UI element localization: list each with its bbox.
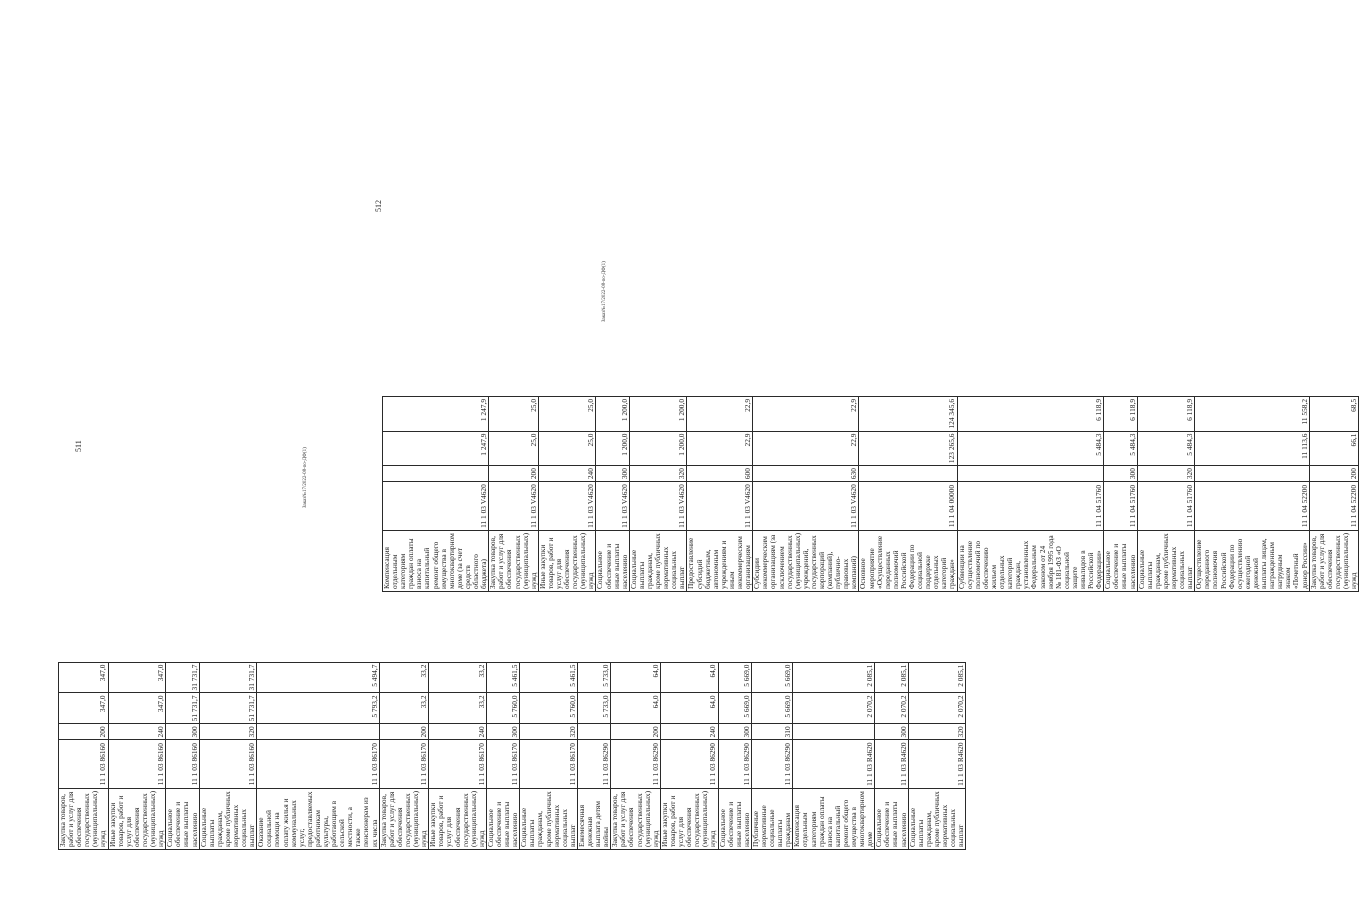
row-value-year1-cell: 5 733,0 (577, 693, 610, 724)
row-code-cell: 11 1 03 86170 (429, 740, 487, 788)
row-expense-type-cell: 200 (59, 724, 109, 740)
row-expense-type-cell: 200 (1309, 466, 1359, 482)
row-value-year1-cell: 33,2 (429, 693, 487, 724)
row-code-cell: 11 1 03 86160 (166, 740, 199, 788)
row-value-year1-cell: 22,9 (753, 431, 859, 466)
row-expense-type-cell: 320 (199, 724, 257, 740)
row-expense-type-cell: 310 (751, 724, 792, 740)
row-code-cell: 11 1 03 V4620 (489, 482, 539, 531)
row-code-cell: 11 1 03 86170 (520, 740, 578, 788)
row-value-year2-cell: 1 247,9 (383, 396, 489, 431)
row-code-cell: 11 1 03 V4620 (629, 482, 687, 531)
row-value-year1-cell: 5 760,0 (520, 693, 578, 724)
table-row (199, 662, 257, 849)
row-value-year2-cell: 5 669,0 (718, 662, 751, 693)
table-row (793, 662, 875, 849)
row-code-cell: 11 1 03 86290 (577, 740, 610, 788)
table-row (577, 662, 610, 849)
table-row (751, 662, 792, 849)
row-value-year1-cell: 64,0 (611, 693, 661, 724)
table-row (875, 662, 908, 849)
row-code-cell: 11 1 04 51760 (957, 482, 1104, 531)
table-row (718, 662, 751, 849)
table-row (859, 396, 957, 591)
row-name-cell: Социальное обеспечение и иные выплаты населению (486, 788, 519, 849)
row-value-year2-cell: 33,2 (379, 662, 429, 693)
table-row (660, 662, 718, 849)
row-expense-type-cell: 300 (486, 724, 519, 740)
table-row (687, 396, 753, 591)
row-name-cell: Социальное обеспечение и иные выплаты населению (596, 530, 629, 591)
row-name-cell: Социальные выплаты гражданам, кроме публичных нормативных социальных выплат (629, 530, 687, 591)
row-expense-type-cell: 300 (718, 724, 751, 740)
table-row (1309, 396, 1359, 591)
row-name-cell: Компенсация отдельным категориям граждан оплаты взноса на капитальный ремонт общего имущества в многоквартирном доме (за счет средств областного бюджета) (383, 530, 489, 591)
row-value-year1-cell: 123 265,6 (859, 431, 957, 466)
table-row (520, 662, 578, 849)
row-code-cell: 11 1 03 86290 (718, 740, 751, 788)
row-value-year1-cell: 5 669,0 (718, 693, 751, 724)
row-expense-type-cell: 240 (429, 724, 487, 740)
row-value-year1-cell: 51 731,7 (166, 693, 199, 724)
row-expense-type-cell: 320 (629, 466, 687, 482)
row-value-year1-cell: 5 793,2 (257, 693, 379, 724)
row-code-cell: 11 1 03 86170 (379, 740, 429, 788)
row-value-year2-cell: 2 085,1 (793, 662, 875, 693)
row-name-cell: Социальные выплаты гражданам, кроме публичных нормативных социальных выплат (520, 788, 578, 849)
row-value-year1-cell: 5 760,0 (486, 693, 519, 724)
row-value-year1-cell: 5 669,0 (751, 693, 792, 724)
row-value-year1-cell: 347,0 (59, 693, 109, 724)
table-row (486, 662, 519, 849)
row-value-year2-cell: 5 461,5 (486, 662, 519, 693)
row-value-year2-cell: 25,0 (538, 396, 596, 431)
row-name-cell: Осуществление переданного полномочия Российской Федерации по осуществлению ежегодной денежной выплаты лицам, награжденным нагрудным знаком «Почетный донор России» (1195, 530, 1309, 591)
row-expense-type-cell (383, 466, 489, 482)
row-name-cell: Иные закупки товаров, работ и услуг для обеспечения государственных (муниципальных) нужд (108, 788, 166, 849)
row-expense-type-cell: 240 (538, 466, 596, 482)
row-code-cell: 11 1 03 V4620 (753, 482, 859, 531)
page-number-left: 511 (74, 440, 83, 452)
budget-table-left (58, 662, 966, 850)
table-row (753, 396, 859, 591)
row-expense-type-cell: 320 (908, 724, 966, 740)
table-row (629, 396, 687, 591)
row-name-cell: Публичные нормативные социальные выплаты гражданам (751, 788, 792, 849)
table-row (538, 396, 596, 591)
row-code-cell: 11 1 03 86160 (199, 740, 257, 788)
row-code-cell: 11 1 03 86170 (257, 740, 379, 788)
row-code-cell: 11 1 03 86290 (611, 740, 661, 788)
row-expense-type-cell (957, 466, 1104, 482)
row-value-year2-cell: 5 669,0 (751, 662, 792, 693)
row-expense-type-cell: 300 (875, 724, 908, 740)
row-name-cell: Компенсация отдельным категориям граждан оплаты взноса на капитальный ремонт общего имущества в многоквартирном доме (793, 788, 875, 849)
row-value-year1-cell: 11 113,6 (1195, 431, 1309, 466)
row-name-cell: Закупка товаров, работ и услуг для обеспечения государственных (муниципальных) нужд (59, 788, 109, 849)
row-name-cell: Социальное обеспечение и иные выплаты населению (718, 788, 751, 849)
row-expense-type-cell: 240 (660, 724, 718, 740)
row-value-year2-cell: 2 085,1 (908, 662, 966, 693)
row-name-cell: Субвенции на осуществление полномочий по обеспечению жильем отдельных категорий граждан, установленных Федеральным законом от 24 ноября 1995 года № 181-ФЗ «О социальной защите инвалидов в Российской Федерации» (957, 530, 1104, 591)
row-expense-type-cell: 300 (596, 466, 629, 482)
page-number-right: 512 (374, 200, 383, 212)
table-row (429, 662, 487, 849)
row-name-cell: Закупка товаров, работ и услуг для обеспечения государственных (муниципальных) нужд (1309, 530, 1359, 591)
row-value-year1-cell: 2 070,2 (875, 693, 908, 724)
row-value-year1-cell: 66,1 (1309, 431, 1359, 466)
row-value-year2-cell: 5 494,7 (257, 662, 379, 693)
row-name-cell: Социальное обеспечение и иные выплаты населению (166, 788, 199, 849)
row-value-year2-cell: 124 345,6 (859, 396, 957, 431)
row-value-year2-cell: 347,0 (59, 662, 109, 693)
footer-left: Заказ№17/2022-08-по-ДФ(1) (303, 447, 308, 508)
table-row (1104, 396, 1137, 591)
row-value-year1-cell: 1 200,0 (629, 431, 687, 466)
row-value-year2-cell: 22,9 (753, 396, 859, 431)
row-expense-type-cell: 200 (611, 724, 661, 740)
row-code-cell: 11 1 03 86290 (751, 740, 792, 788)
row-value-year2-cell: 64,0 (660, 662, 718, 693)
row-value-year2-cell: 347,0 (108, 662, 166, 693)
table-row (383, 396, 489, 591)
table-row (59, 662, 109, 849)
row-value-year2-cell: 6 118,9 (1137, 396, 1195, 431)
row-expense-type-cell (1195, 466, 1309, 482)
row-code-cell: 11 1 04 51760 (1104, 482, 1137, 531)
row-name-cell: Социальное обеспечение и иные выплаты населению (875, 788, 908, 849)
row-code-cell: 11 1 03 86170 (486, 740, 519, 788)
table-row (108, 662, 166, 849)
table-row (1137, 396, 1195, 591)
row-value-year1-cell: 347,0 (108, 693, 166, 724)
row-name-cell: Иные закупки товаров, работ и услуг для обеспечения государственных (муниципальных) нужд (429, 788, 487, 849)
row-expense-type-cell: 320 (520, 724, 578, 740)
row-name-cell: Предоставление субсидий бюджетным, автономным учреждениям и иным некоммерческим организациям (687, 530, 753, 591)
row-code-cell: 11 1 03 V4620 (383, 482, 489, 531)
row-name-cell: Основное мероприятие «Осуществление переданных полномочий Российской Федерации по социальной поддержке отдельных категорий граждан» (859, 530, 957, 591)
row-value-year2-cell: 11 558,2 (1195, 396, 1309, 431)
row-value-year2-cell: 64,0 (611, 662, 661, 693)
row-name-cell: Иные закупки товаров, работ и услуг для обеспечения государственных (муниципальных) нужд (660, 788, 718, 849)
row-expense-type-cell (257, 724, 379, 740)
row-value-year2-cell: 68,5 (1309, 396, 1359, 431)
row-name-cell: Закупка товаров, работ и услуг для обеспечения государственных (муниципальных) нужд (489, 530, 539, 591)
row-expense-type-cell: 300 (166, 724, 199, 740)
row-code-cell: 11 1 04 51760 (1137, 482, 1195, 531)
table-row (957, 396, 1104, 591)
table-row (379, 662, 429, 849)
row-code-cell: 11 1 03 R4620 (875, 740, 908, 788)
table-row (611, 662, 661, 849)
row-value-year1-cell: 33,2 (379, 693, 429, 724)
row-name-cell: Социальные выплаты гражданам, кроме публичных нормативных социальных выплат (1137, 530, 1195, 591)
row-expense-type-cell: 240 (108, 724, 166, 740)
table-row (489, 396, 539, 591)
table-row (1195, 396, 1309, 591)
table-row (908, 662, 966, 849)
row-value-year2-cell: 22,9 (687, 396, 753, 431)
row-code-cell: 11 1 04 00000 (859, 482, 957, 531)
row-value-year1-cell: 64,0 (660, 693, 718, 724)
row-value-year2-cell: 31 731,7 (166, 662, 199, 693)
row-expense-type-cell: 300 (1104, 466, 1137, 482)
row-value-year2-cell: 5 733,0 (577, 662, 610, 693)
row-code-cell: 11 1 03 86160 (108, 740, 166, 788)
row-name-cell: Оказание социальной помощи на оплату жилья и коммунальных услуг, предоставляемых работникам культуры, работающим в сельской местности, а также пенсионерам из их числа (257, 788, 379, 849)
footer-right: Заказ№17/2022-08-по-ДФ(1) (602, 261, 607, 322)
row-code-cell: 11 1 03 R4620 (908, 740, 966, 788)
row-expense-type-cell (793, 724, 875, 740)
row-name-cell: Ежемесячная денежная выплата детям войны (577, 788, 610, 849)
row-value-year1-cell: 25,0 (489, 431, 539, 466)
row-expense-type-cell: 600 (687, 466, 753, 482)
row-value-year1-cell: 5 484,3 (1104, 431, 1137, 466)
row-value-year1-cell: 2 070,2 (793, 693, 875, 724)
row-name-cell: Социальные выплаты гражданам, кроме публичных нормативных социальных выплат (199, 788, 257, 849)
row-name-cell: Закупка товаров, работ и услуг для обеспечения государственных (муниципальных) нужд (611, 788, 661, 849)
row-value-year2-cell: 31 731,7 (199, 662, 257, 693)
row-name-cell: Социальные выплаты гражданам, кроме публичных нормативных социальных выплат (908, 788, 966, 849)
row-code-cell: 11 1 03 V4620 (538, 482, 596, 531)
row-code-cell: 11 1 03 86290 (660, 740, 718, 788)
row-value-year2-cell: 25,0 (489, 396, 539, 431)
row-code-cell: 11 1 03 86160 (59, 740, 109, 788)
row-value-year1-cell: 51 731,7 (199, 693, 257, 724)
row-name-cell: Иные закупки товаров, работ и услуг для обеспечения государственных (муниципальных) нужд (538, 530, 596, 591)
row-value-year1-cell: 5 484,3 (1137, 431, 1195, 466)
row-code-cell: 11 1 04 52200 (1195, 482, 1309, 531)
row-value-year2-cell: 6 118,9 (1104, 396, 1137, 431)
row-value-year2-cell: 6 118,9 (957, 396, 1104, 431)
budget-table-right (382, 396, 1359, 592)
row-value-year1-cell: 25,0 (538, 431, 596, 466)
row-value-year1-cell: 5 484,3 (957, 431, 1104, 466)
row-value-year2-cell: 5 461,5 (520, 662, 578, 693)
row-name-cell: Социальное обеспечение и иные выплаты населению (1104, 530, 1137, 591)
row-code-cell: 11 1 04 52200 (1309, 482, 1359, 531)
table-row (166, 662, 199, 849)
row-name-cell: Закупка товаров, работ и услуг для обеспечения государственных (муниципальных) нужд (379, 788, 429, 849)
row-value-year2-cell: 1 200,0 (629, 396, 687, 431)
row-expense-type-cell: 200 (379, 724, 429, 740)
row-expense-type-cell: 320 (1137, 466, 1195, 482)
row-value-year1-cell: 1 200,0 (596, 431, 629, 466)
row-code-cell: 11 1 03 R4620 (793, 740, 875, 788)
table-row (257, 662, 379, 849)
row-value-year1-cell: 2 070,2 (908, 693, 966, 724)
row-code-cell: 11 1 03 V4620 (687, 482, 753, 531)
row-expense-type-cell: 200 (489, 466, 539, 482)
row-expense-type-cell: 630 (753, 466, 859, 482)
row-value-year1-cell: 22,9 (687, 431, 753, 466)
row-value-year2-cell: 1 200,0 (596, 396, 629, 431)
row-name-cell: Субсидии некоммерческим организациям (за исключением государственных (муниципальных) учреждений, государственных корпораций (компаний), публично-правовых компаний) (753, 530, 859, 591)
row-value-year1-cell: 1 247,9 (383, 431, 489, 466)
row-value-year2-cell: 33,2 (429, 662, 487, 693)
row-expense-type-cell (577, 724, 610, 740)
row-expense-type-cell (859, 466, 957, 482)
row-value-year2-cell: 2 085,1 (875, 662, 908, 693)
row-code-cell: 11 1 03 V4620 (596, 482, 629, 531)
table-row (596, 396, 629, 591)
